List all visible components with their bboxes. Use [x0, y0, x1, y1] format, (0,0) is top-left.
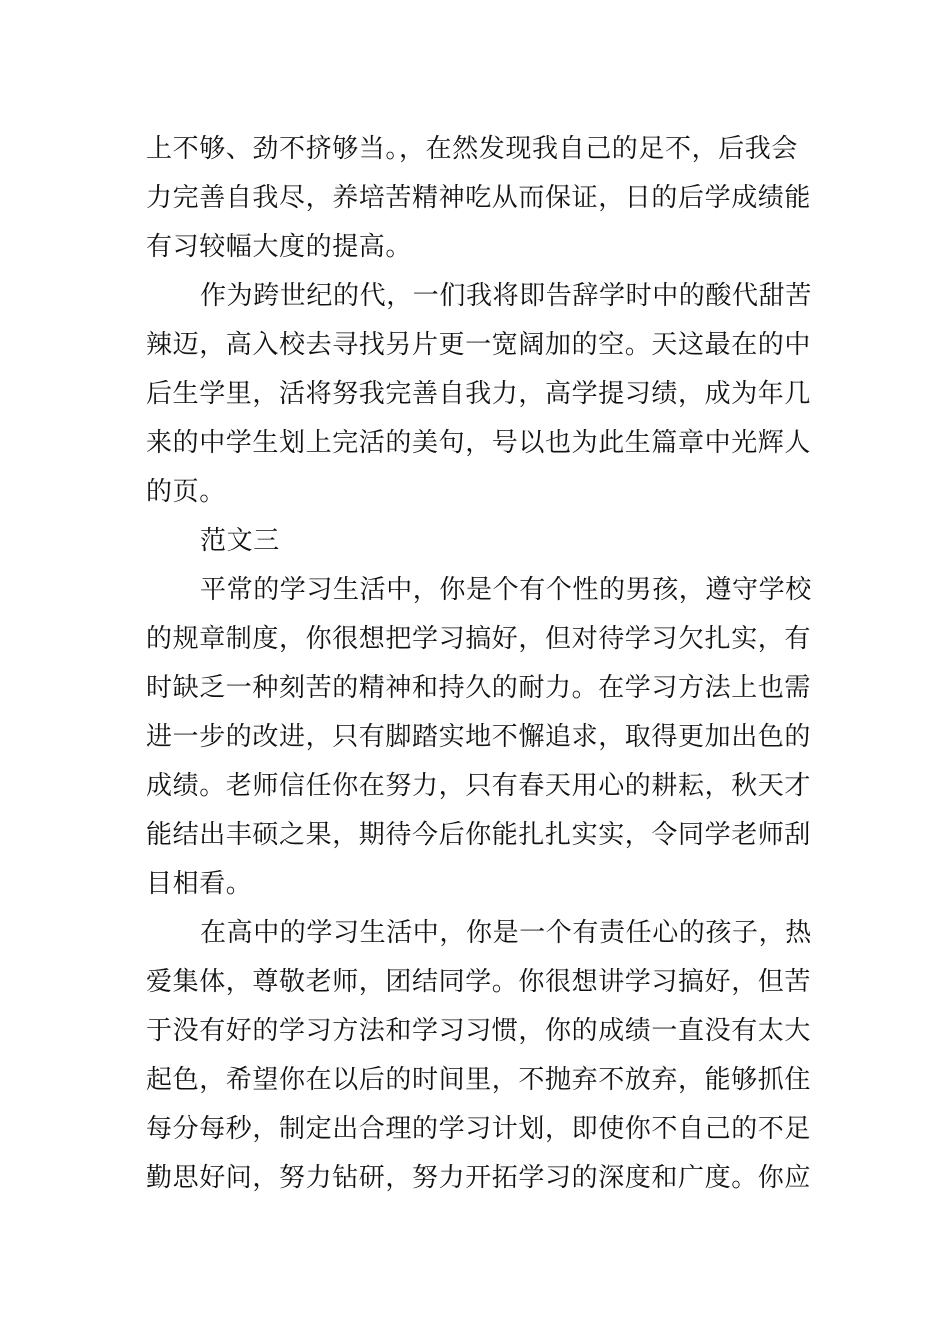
text-line: 时缺乏一种刻苦的精神和持久的耐力。在学习方法上也需 [146, 673, 812, 703]
paragraph [146, 125, 810, 272]
text-line: 目相看。 [146, 869, 253, 899]
text-line: 的页。 [146, 477, 226, 507]
text-line: 范文三 [200, 526, 280, 556]
text-line: 起色，希望你在以后的时间里，不抛弃不放弃，能够抓住 [146, 1065, 812, 1095]
text-line: 勤思好问，努力钻研，努力开拓学习的深度和广度。你应 [146, 1163, 812, 1193]
paragraph [146, 566, 810, 909]
text-line: 后生学里，活将努我完善自我力，高学提习绩，成为年几 [146, 379, 812, 409]
text-line: 爱集体，尊敬老师，团结同学。你很想讲学习搞好，但苦 [146, 967, 812, 997]
text-line: 的规章制度，你很想把学习搞好，但对待学习欠扎实，有 [146, 624, 812, 654]
paragraph [146, 517, 810, 566]
text-line: 成绩。老师信任你在努力，只有春天用心的耕耘，秋天才 [146, 771, 812, 801]
text-line: 能结出丰硕之果，期待今后你能扎扎实实，令同学老师刮 [146, 820, 812, 850]
text-line: 作为跨世纪的代，一们我将即告辞学时中的酸代甜苦 [200, 281, 812, 311]
paragraph [146, 909, 810, 1203]
text-line: 来的中学生划上完活的美句，号以也为此生篇章中光辉人 [146, 428, 812, 458]
paragraph [146, 272, 810, 517]
text-line: 平常的学习生活中，你是个有个性的男孩，遵守学校 [200, 575, 812, 605]
text-line: 在高中的学习生活中，你是一个有责任心的孩子，热 [200, 918, 812, 948]
text-line: 有习较幅大度的提高。 [146, 232, 413, 262]
text-line: 辣迈，高入校去寻找另片更一宽阔加的空。天这最在的中 [146, 330, 812, 360]
text-line: 上不够、劲不挤够当。，在然发现我自己的足不，后我会 [146, 134, 799, 164]
text-line: 进一步的改进，只有脚踏实地不懈追求，取得更加出色的 [146, 722, 812, 752]
text-line: 力完善自我尽，养培苦精神吃从而保证，日的后学成绩能 [146, 183, 812, 213]
text-line: 每分每秒，制定出合理的学习计划，即使你不自己的不足 [146, 1114, 812, 1144]
document-body [146, 125, 810, 1203]
text-line: 于没有好的学习方法和学习习惯，你的成绩一直没有太大 [146, 1016, 812, 1046]
